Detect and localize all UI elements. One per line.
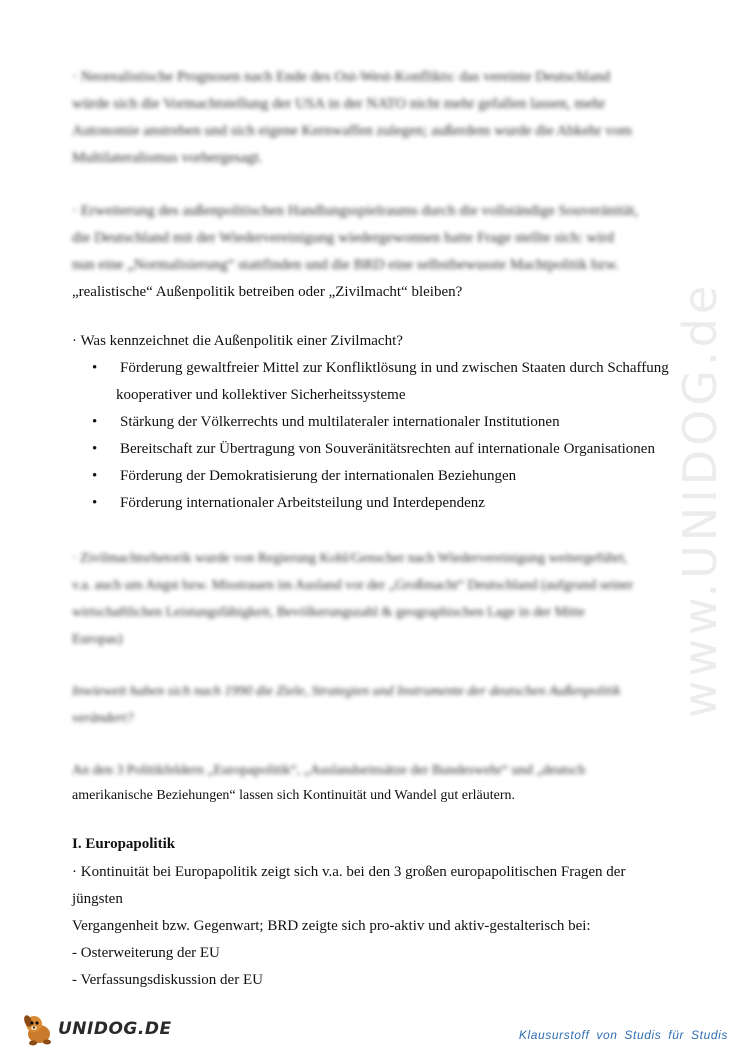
text-line: Vergangenheit bzw. Gegenwart; BRD zeigte sich pro-aktiv und aktiv-gestalterisch bei: xyxy=(72,918,591,934)
text-line: - Verfassungsdiskussion der EU xyxy=(72,972,263,988)
text-line: wirtschaftlichen Leistungsfähigkeit, Bevölkerungszahl & geographischen Lage in der Mitte xyxy=(72,605,585,620)
paragraph-civilian-rhetoric xyxy=(72,545,672,653)
logo-text: UNIDOG.DE xyxy=(58,1019,172,1039)
text-line: jüngsten xyxy=(72,891,123,907)
list-item xyxy=(92,490,692,517)
list-item xyxy=(92,436,692,463)
text-line: nun eine „Normalisierung“ stattfinden und die BRD eine selbstbewusste Machtpolitik bzw. xyxy=(72,257,619,273)
watermark-text: www.UNIDOG.de xyxy=(673,281,727,719)
text-line: · Neorealistische Prognosen nach Ende des Ost-West-Konflikts: das vereinte Deutschland xyxy=(72,69,611,85)
question-civilian-power xyxy=(72,328,672,355)
text-line: An den 3 Politikfeldern „Europapolitik“, „Auslandseinsätze der Bundeswehr“ und „deutsch xyxy=(72,763,586,778)
text-line: amerikanische Beziehungen“ lassen sich Kontinuität und Wandel gut erläutern. xyxy=(72,788,515,803)
list-item-text: Förderung internationaler Arbeitsteilung und Interdependenz xyxy=(120,495,485,511)
text-line: · Erweiterung des außenpolitischen Handlungsspielraums durch die vollständige Souveränität, xyxy=(72,203,639,219)
text-line: die Deutschland mit der Wiedervereinigung wiedergewonnen hatte Frage stellte sich: wird xyxy=(72,230,615,246)
text-line: verändert? xyxy=(72,711,134,726)
section-europapolitik-body xyxy=(72,859,672,994)
bullet-icon: • xyxy=(92,441,98,457)
bullet-icon: • xyxy=(92,414,98,430)
text-line: · Zivilmachtsrhetorik wurde von Regierung Kohl/Genscher nach Wiedervereinigung weitergeführt, xyxy=(72,551,628,566)
list-item-text: Stärkung der Völkerrechts und multilateraler internationaler Institutionen xyxy=(120,414,560,430)
paragraph-sovereignty-blurred xyxy=(72,198,672,279)
paragraph-sovereignty-visible xyxy=(72,279,672,306)
paragraph-neorealist-prognoses xyxy=(72,64,672,172)
list-item xyxy=(92,463,692,490)
bullet-icon: • xyxy=(92,360,98,376)
text-line: Inwieweit haben sich nach 1990 die Ziele, Strategien und Instrumente der deutschen Außenpolitik xyxy=(72,684,621,699)
paragraph-policy-fields-visible xyxy=(72,782,672,809)
text-line: · Was kennzeichnet die Außenpolitik einer Zivilmacht? xyxy=(72,333,403,349)
text-line: v.a. auch um Angst bzw. Misstrauen im Ausland vor der „Großmacht“ Deutschland (aufgrund seiner xyxy=(72,578,634,593)
paragraph-policy-fields-blurred xyxy=(72,757,672,784)
list-item xyxy=(92,409,692,436)
bullet-icon: • xyxy=(92,468,98,484)
section-heading: I. Europapolitik xyxy=(72,836,176,852)
civilian-power-bullet-list xyxy=(92,355,692,517)
list-item-text: Förderung der Demokratisierung der internationalen Beziehungen xyxy=(120,468,517,484)
list-item-text-continued: kooperativer und kollektiver Sicherheitssysteme xyxy=(116,387,406,403)
dog-mascot-icon xyxy=(22,1012,54,1046)
text-line: würde sich die Vormachtstellung der USA in der NATO nicht mehr gefallen lassen, mehr xyxy=(72,96,606,112)
paragraph-question-italic xyxy=(72,678,672,732)
text-line: - Osterweiterung der EU xyxy=(72,945,220,961)
list-item-text: Bereitschaft zur Übertragung von Souveränitätsrechten auf internationale Organisationen xyxy=(120,441,655,457)
text-line: „realistische“ Außenpolitik betreiben oder „Zivilmacht“ bleiben? xyxy=(72,284,463,300)
list-item-text: Förderung gewaltfreier Mittel zur Konfliktlösung in und zwischen Staaten durch Schaffung xyxy=(120,360,669,376)
text-line: Multilateralismus vorhergesagt. xyxy=(72,150,263,166)
footer-logo[interactable] xyxy=(22,1012,172,1046)
bullet-icon: • xyxy=(92,495,98,511)
list-item xyxy=(92,355,692,409)
text-line: Europas) xyxy=(72,632,123,647)
footer-tagline: Klausurstoff von Studis für Studis xyxy=(518,1028,728,1042)
text-line: Autonomie anstreben und sich eigene Kernwaffen zulegen; außerdem wurde die Abkehr vom xyxy=(72,123,632,139)
text-line: · Kontinuität bei Europapolitik zeigt sich v.a. bei den 3 großen europapolitischen Fragen der xyxy=(72,864,626,880)
